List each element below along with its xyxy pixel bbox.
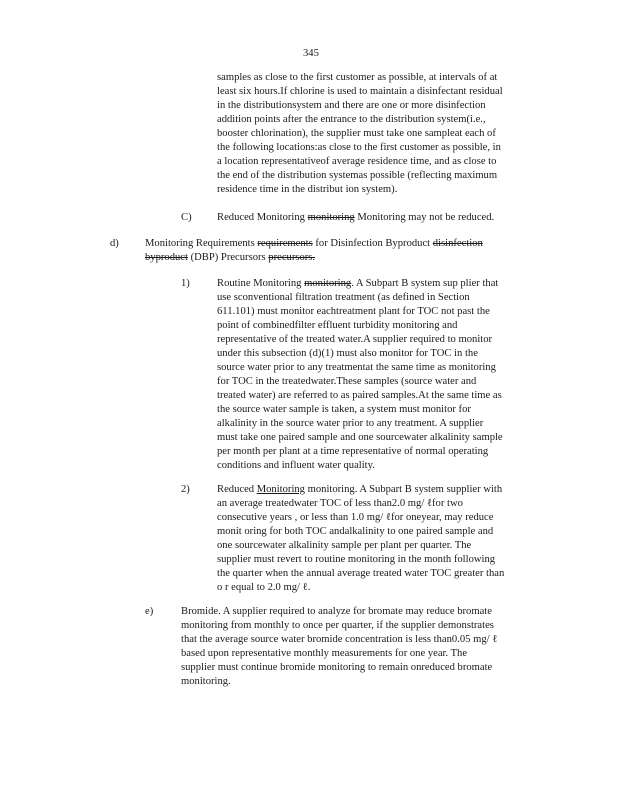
- item-d-line2-struck2: precursors.: [268, 252, 316, 263]
- item-2-first-after: monitoring. A Subpart B system supplier with: [304, 484, 503, 495]
- item-2-first-before: Reduced: [217, 484, 257, 495]
- text-line: per month per plant at a time representative of normal operating: [217, 446, 489, 457]
- text-line: treated water) are referred to as paired samples.At the same time as: [217, 390, 502, 401]
- text-line: a location representativeof average residence time, and as close to: [217, 156, 497, 167]
- text-line: monit oring for both TOC andalkalinity to one paired sample and: [217, 526, 494, 537]
- text-line: an average treatedwater TOC of less than2.0 mg/ ℓfor two: [217, 498, 463, 509]
- item-1-first-line: [217, 277, 542, 291]
- item-d-line1-struck: requirements: [257, 238, 313, 249]
- item-e-paragraph: [181, 605, 526, 689]
- text-line: the quarter when the annual average treated water TOC greater than: [217, 568, 505, 579]
- item-2-label: 2): [181, 484, 190, 495]
- item-d-line1-struck2: disinfection: [432, 238, 483, 249]
- text-line: Bromide. A supplier required to analyze for bromate may reduce bromate: [181, 606, 492, 617]
- item-1-first-struck: monitoring: [304, 278, 352, 289]
- item-1-paragraph: [217, 277, 542, 473]
- text-line: supplier must continue bromide monitoring to remain onreduced bromate: [181, 662, 493, 673]
- item-2-paragraph: [217, 483, 542, 595]
- text-line: the source water sample is taken, a system must monitor for: [217, 404, 471, 415]
- text-line: 611.101) must monitor eachtreatment plant for TOC not past the: [217, 306, 490, 317]
- item-c-label: C): [181, 212, 192, 223]
- text-line: alkalinity in the source water prior to any treatment. A supplier: [217, 418, 484, 429]
- text-line: under this subsection (d)(1) must also monitor for TOC in the: [217, 348, 478, 359]
- text-line: monitoring.: [181, 676, 231, 687]
- text-line: must take one paired sample and one sourcewater alkalinity sample: [217, 432, 503, 443]
- item-c-text-after: Monitoring may not be reduced.: [354, 212, 495, 223]
- item-d-line2-middle: (DBP) Precursors: [187, 252, 269, 263]
- item-d-line2-struck: byproduct: [145, 252, 188, 263]
- item-d-line-1: [145, 237, 535, 251]
- text-line: representative of the treated water.A supplier required to monitor: [217, 334, 493, 345]
- item-e-label: e): [145, 606, 154, 617]
- item-d-label: d): [110, 238, 119, 249]
- item-c-text: [217, 211, 494, 225]
- text-line: residence time in the distribut ion system).: [217, 184, 398, 195]
- text-line: supplier must revert to routine monitoring in the month following: [217, 554, 496, 565]
- item-d-line-2: [145, 251, 535, 265]
- text-line: the end of the distribution systemas possible (reflecting maximum: [217, 170, 498, 181]
- text-line: o r equal to 2.0 mg/ ℓ.: [217, 582, 311, 593]
- text-line: source water prior to any treatmentat the same time as monitoring: [217, 362, 496, 373]
- text-line: least six hours.If chlorine is used to maintain a disinfectant residual: [217, 86, 503, 97]
- text-line: conditions and influent water quality.: [217, 460, 375, 471]
- text-line: based upon representative monthly measurements for one year. The: [181, 648, 468, 659]
- text-line: use sconventional filtration treatment (as defined in Section: [217, 292, 470, 303]
- item-2-first-underlined: Monitoring: [256, 484, 305, 495]
- page-number: 345: [303, 48, 319, 59]
- text-line: in the distributionsystem and there are one or more disinfection: [217, 100, 486, 111]
- text-line: consecutive years , or less than 1.0 mg/ ℓfor oneyear, may reduce: [217, 512, 494, 523]
- text-line: addition points after the entrance to the distribution system(i.e.,: [217, 114, 486, 125]
- item-1-first-before: Routine Monitoring: [217, 278, 305, 289]
- text-line: that the average source water bromide concentration is less than0.05 mg/ ℓ: [181, 634, 498, 645]
- item-d-line1-before: Monitoring Requirements: [145, 238, 258, 249]
- text-line: one sourcewater alkalinity sample per plant per quarter. The: [217, 540, 472, 551]
- item-d-heading: [145, 237, 535, 265]
- item-c-text-before: Reduced Monitoring: [217, 212, 308, 223]
- text-line: point of combinedfilter effluent turbidity monitoring and: [217, 320, 458, 331]
- text-line: for TOC in the treatedwater.These samples (source water and: [217, 376, 477, 387]
- text-line: the following locations:as close to the first customer as possible, in: [217, 142, 501, 153]
- text-line: samples as close to the first customer as possible, at intervals of at: [217, 72, 498, 83]
- item-1-first-after: . A Subpart B system sup plier that: [351, 278, 499, 289]
- top-paragraph: [217, 71, 537, 197]
- item-c-struck: monitoring: [307, 212, 355, 223]
- item-1-label: 1): [181, 278, 190, 289]
- item-2-first-line: [217, 483, 542, 497]
- item-d-line1-middle: for Disinfection Byproduct: [312, 238, 433, 249]
- text-line: booster chlorination), the supplier must take one sampleat each of: [217, 128, 496, 139]
- text-line: monitoring from monthly to once per quarter, if the supplier demonstrates: [181, 620, 494, 631]
